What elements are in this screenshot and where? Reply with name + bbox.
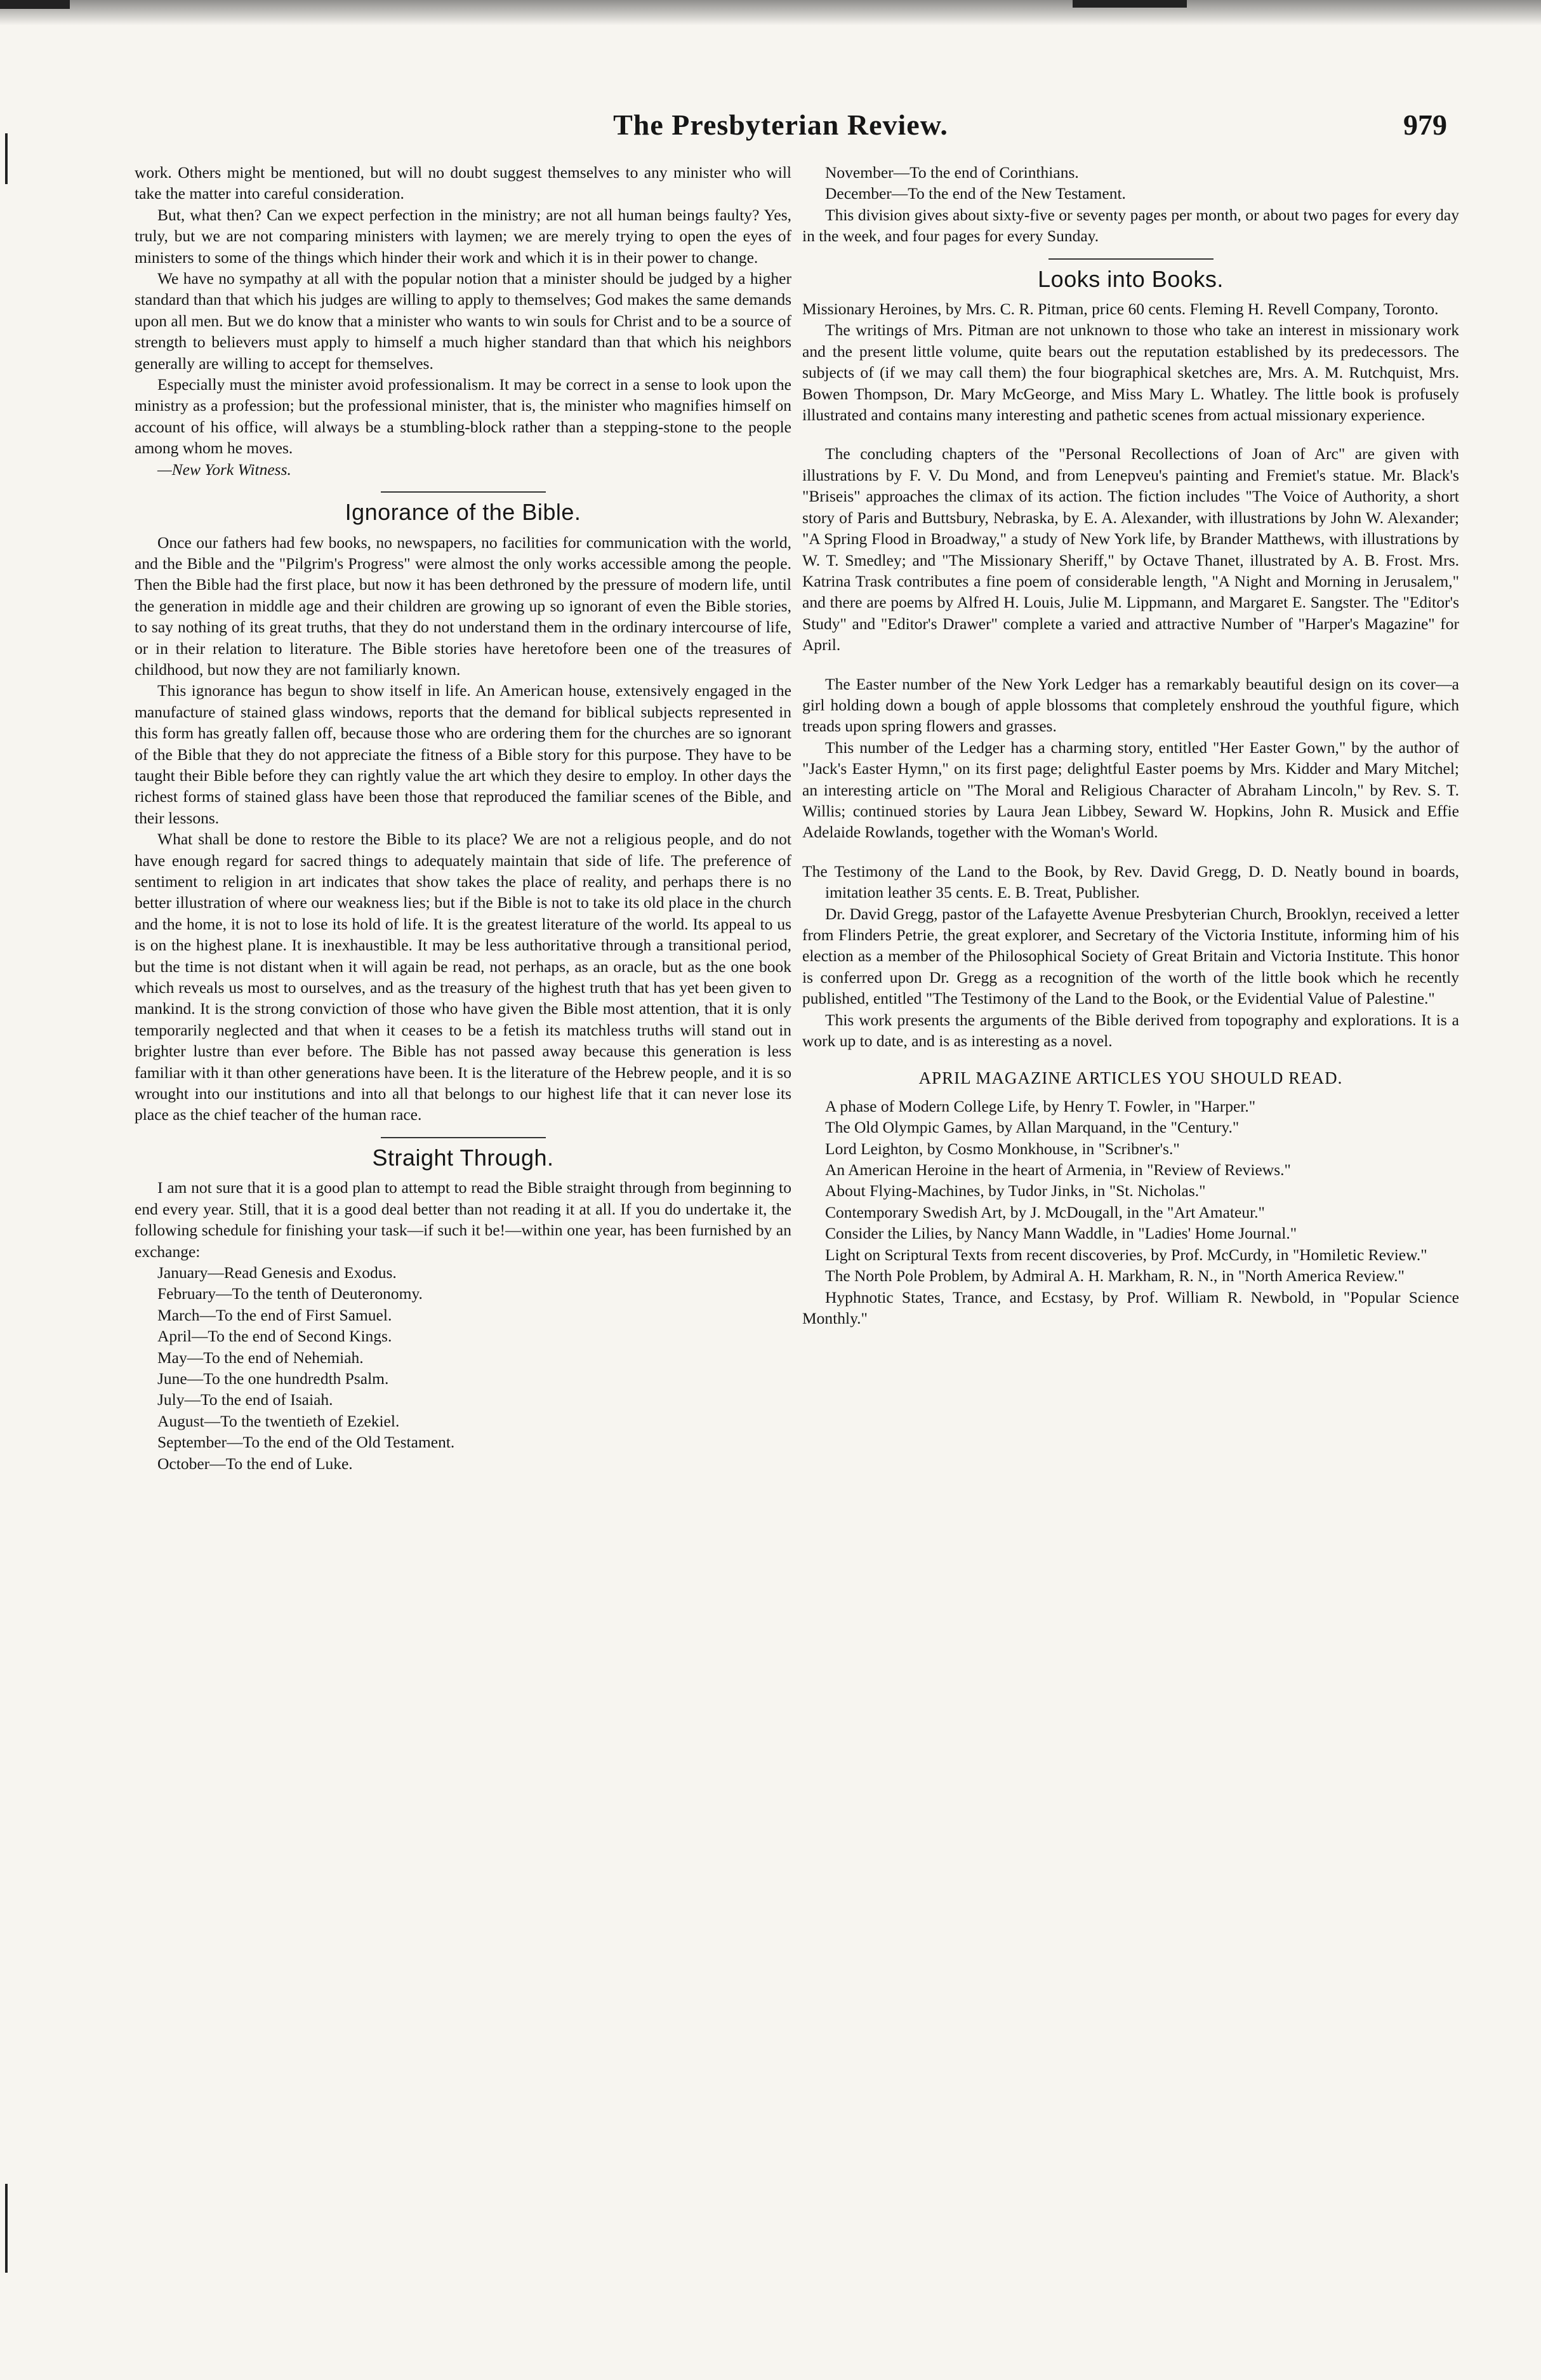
section-divider: [381, 491, 546, 493]
article-item: The Old Olympic Games, by Allan Marquand, in the "Century.": [825, 1118, 1240, 1137]
article-item: Consider the Lilies, by Nancy Mann Waddle, in "Ladies' Home Journal.": [825, 1224, 1297, 1243]
paragraph: work. Others might be mentioned, but will no doubt suggest themselves to any minister who will take the matter into careful consideration.: [135, 163, 791, 203]
schedule-item: October—To the end of Luke.: [157, 1454, 353, 1473]
paragraph: Dr. David Gregg, pastor of the Lafayette Avenue Presbyterian Church, Brooklyn, received a letter from Flinders Petrie, the great explorer, and Secretary of the Victoria Institute, informing him of his election as a member of the Philosophical Society of Great Britain and Victoria Institute. This honor is conferred upon Dr. Gregg as a recognition of the worth of the little book which he recently published, entitled "The Testimony of the Land to the Book, or the Evidential Value of Palestine.": [802, 904, 1459, 1008]
scan-edge-mark: [1073, 0, 1187, 8]
page-number: 979: [1403, 109, 1447, 141]
paragraph: Once our fathers had few books, no newspapers, no facilities for communication with the world, and the Bible and the "Pilgrim's Progress" were almost the only works accessible among the people. Then the Bible had the first place, but now it has been dethroned by the pressure of modern life, until the generation in middle age and their children are growing up so ignorant of even the Bible stories, to say nothing of its great truths, that they do not understand them in the ordinary intercourse of life, or in their relation to literature. The Bible stories have heretofore been one of the treasures of childhood, but now they are not familiarly known.: [135, 533, 791, 679]
paragraph: The concluding chapters of the "Personal Recollections of Joan of Arc" are given with illustrations by F. V. Du Mond, and from Lenepveu's painting and Fremiet's statue. Mr. Black's "Briseis" approaches the climax of its action. The fiction includes "The Voice of Authority, a short story of Paris and Buttsbury, Nebraska, by E. A. Alexander, with illustrations by John W. Alexander; "A Spring Flood in Broadway," a study of New York life, by Brander Matthews, with illustrations by W. T. Smedley; and "The Missionary Sheriff," by Octave Thanet, illustrated by A. B. Frost. Mrs. Katrina Trask contributes a fine poem of considerable length, "A Night and Morning in Jerusalem," and there are poems by Alfred H. Louis, Julie M. Lippmann, and Margaret E. Sangster. The "Editor's Study" and "Editor's Drawer" complete a varied and attractive Number of "Harper's Magazine" for April.: [802, 444, 1459, 655]
book-listing: The Testimony of the Land to the Book, by Rev. David Gregg, D. D. Neatly bound in boards, imitation leather 35 cents. E. B. Treat, Publisher.: [802, 861, 1459, 902]
section-divider: [1048, 258, 1214, 260]
article-item: Lord Leighton, by Cosmo Monkhouse, in "Scribner's.": [825, 1139, 1180, 1158]
scan-top-band: [0, 0, 1541, 25]
reading-schedule-continued: [802, 162, 1459, 204]
article-item: Contemporary Swedish Art, by J. McDougall, in the "Art Amateur.": [825, 1202, 1265, 1221]
paragraph: What shall be done to restore the Bible to its place? We are not a religious people, and do not have enough regard for sacred things to adequately maintain that side of life. The preference of sentiment to religion in art indicates that show takes the place of reality, and perhaps there is no better illustration of where our weakness lies; but if the Bible is not to take its old place in the church and the home, it is not to lose its hold of life. It is the greatest literature of the world. Its appeal to us is on the highest plane. It is inexhaustible. It may be less authoritative through a transitional period, but the time is not distant when it will again be read, not perhaps, as an oracle, but as the one book which reveals us most to ourselves, and as the treasury of the highest truth that has yet been given to mankind. It is the strong conviction of those who have given the Bible most attention, that it is only temporarily neglected and that when it ceases to be a fetish its matchless truths will stand out in brighter lustre than ever before. The Bible has not passed away because this generation is less familiar with it than other generations have been. It is the literature of the Hebrew people, and it is so wrought into our institutions and into all that belongs to our highest life that it can never lose its place as the chief teacher of the human race.: [135, 830, 791, 1124]
scan-edge-mark: [5, 2184, 8, 2273]
article-item: Light on Scriptural Texts from recent discoveries, by Prof. McCurdy, in "Homiletic Review.": [825, 1245, 1427, 1264]
section-heading: Looks into Books.: [1038, 265, 1224, 292]
paragraph: But, what then? Can we expect perfection in the ministry; are not all human beings faulty? Yes, truly, but we are not comparing ministers with laymen; we are merely trying to open the eyes of ministers to some of the things which hinder their work and which it is in their power to change.: [135, 205, 791, 267]
paragraph: The Easter number of the New York Ledger has a remarkably beautiful design on its cover—a girl holding down a bough of apple blossoms that completely enshroud the youthful figure, which treads upon spring flowers and grasses.: [802, 674, 1459, 736]
section-heading: Straight Through.: [372, 1144, 554, 1171]
right-column: [802, 162, 1459, 1329]
article-item: About Flying-Machines, by Tudor Jinks, in "St. Nicholas.": [825, 1181, 1206, 1200]
schedule-item: January—Read Genesis and Exodus.: [157, 1263, 397, 1282]
schedule-item: December—To the end of the New Testament.: [825, 184, 1126, 203]
paragraph: This work presents the arguments of the Bible derived from topography and explorations. It is a work up to date, and is as interesting as a novel.: [802, 1010, 1459, 1051]
running-title: The Presbyterian Review.: [613, 109, 948, 141]
source-credit: —New York Witness.: [157, 460, 291, 479]
paragraph: The writings of Mrs. Pitman are not unknown to those who take an interest in missionary work and the present little volume, quite bears out the reputation established by its predecessors. The subjects of (if we may call them) the four biographical sketches are, Mrs. A. M. Rutchquist, Mrs. Bowen Thompson, Dr. Mary McGeorge, and Miss Mary L. Whatley. The little book is profusely illustrated and contains many interesting and pathetic scenes from actual missionary experience.: [802, 321, 1459, 425]
paragraph: We have no sympathy at all with the popular notion that a minister should be judged by a higher standard than that which his judges are willing to apply to themselves; God makes the same demands upon all men. But we do know that a minister who wants to win souls for Christ and to be a source of strength to believers must apply to himself a much higher standard than that which his neighbors generally are willing to accept for themselves.: [135, 269, 791, 373]
book-listing: Missionary Heroines, by Mrs. C. R. Pitman, price 60 cents. Fleming H. Revell Company, Toronto.: [802, 300, 1439, 319]
schedule-item: June—To the one hundredth Psalm.: [157, 1369, 389, 1388]
schedule-item: August—To the twentieth of Ezekiel.: [157, 1411, 400, 1430]
page-header: [114, 95, 1447, 152]
schedule-item: March—To the end of First Samuel.: [157, 1305, 392, 1324]
paragraph: Especially must the minister avoid professionalism. It may be correct in a sense to look upon the ministry as a profession; but the professional minister, that is, the minister who magnifies himself on account of his office, will always be a stumbling-block rather than a stepping-stone to the people among whom he moves.: [135, 375, 791, 458]
paragraph: I am not sure that it is a good plan to attempt to read the Bible straight through from beginning to end every year. Still, that it is a good deal better than not reading it at all. If you do undertake it, the following schedule for finishing your task—if such it be!—within one year, has been furnished by an exchange:: [135, 1178, 791, 1261]
article-item: Hyphnotic States, Trance, and Ecstasy, by Prof. William R. Newbold, in "Popular Science Monthly.": [802, 1287, 1459, 1327]
paragraph: This number of the Ledger has a charming story, entitled "Her Easter Gown," by the author of "Jack's Easter Hymn," on its first page; delightful Easter poems by Mrs. Kidder and Mary Mitchel; an interesting article on "The Moral and Religious Character of Abraham Lincoln," by Rev. S. T. Willis; continued stories by Laura Jean Libbey, Seward W. Hopkins, John R. Musick and Effie Adelaide Rowlands, together with the Woman's World.: [802, 738, 1459, 842]
article-item: The North Pole Problem, by Admiral A. H. Markham, R. N., in "North America Review.": [825, 1266, 1405, 1286]
schedule-item: April—To the end of Second Kings.: [157, 1327, 392, 1346]
schedule-item: September—To the end of the Old Testament.: [157, 1433, 455, 1452]
scan-edge-mark: [5, 133, 8, 184]
paragraph: This division gives about sixty-five or seventy pages per month, or about two pages for every day in the week, and four pages for every Sunday.: [802, 205, 1459, 246]
schedule-item: February—To the tenth of Deuteronomy.: [157, 1284, 423, 1303]
schedule-item: May—To the end of Nehemiah.: [157, 1348, 364, 1367]
left-column: [135, 162, 791, 1474]
section-heading: APRIL MAGAZINE ARTICLES YOU SHOULD READ.: [918, 1068, 1343, 1088]
article-item: A phase of Modern College Life, by Henry T. Fowler, in "Harper.": [825, 1096, 1256, 1115]
article-item: An American Heroine in the heart of Armenia, in "Review of Reviews.": [825, 1160, 1291, 1180]
schedule-item: November—To the end of Corinthians.: [825, 163, 1079, 182]
reading-schedule: [135, 1262, 791, 1474]
section-heading: Ignorance of the Bible.: [345, 499, 581, 526]
scan-edge-mark: [0, 0, 70, 9]
schedule-item: July—To the end of Isaiah.: [157, 1390, 333, 1409]
paragraph: This ignorance has begun to show itself in life. An American house, extensively engaged in the manufacture of stained glass windows, reports that the demand for biblical subjects represented in this form has greatly fallen off, because those who are ordering them for the churches are so ignorant of the Bible that they do not appreciate the fitness of a Bible story for this purpose. They have to be taught their Bible before they can rightly value the art which they desire to employ. In other days the richest forms of stained glass have been those that reproduced the familiar scenes of the Bible, and their lessons.: [135, 681, 791, 827]
section-divider: [381, 1137, 546, 1138]
